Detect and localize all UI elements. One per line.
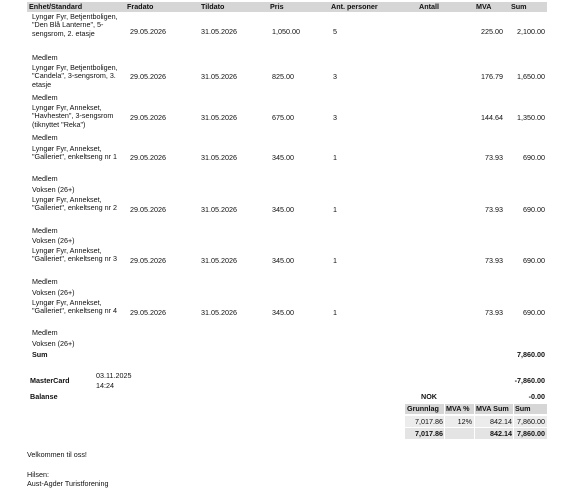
vat-divider <box>513 404 514 439</box>
row-description: Lyngør Fyr, Annekset, "Galleriet", enkeltseng nr 4 <box>32 298 118 316</box>
row-from-date: 29.05.2026 <box>130 205 166 214</box>
row-sub-member: Medlem <box>32 53 58 62</box>
row-sum: 690.00 <box>523 205 545 214</box>
row-description: Lyngør Fyr, Annekset, "Galleriet", enkeltseng nr 1 <box>32 144 118 162</box>
row-sub-member: Medlem <box>32 93 58 102</box>
row-sub-age: Voksen (26+) <box>32 236 75 245</box>
row-from-date: 29.05.2026 <box>130 27 166 36</box>
row-persons: 1 <box>333 308 337 317</box>
vat-row-sum: 7,860.00 <box>517 417 545 426</box>
row-to-date: 31.05.2026 <box>201 308 237 317</box>
row-sum: 690.00 <box>523 256 545 265</box>
vat-header-base: Grunnlag <box>407 404 439 413</box>
row-sub-age: Voksen (26+) <box>32 339 75 348</box>
col-header-persons: Ant. personer <box>331 2 378 11</box>
row-to-date: 31.05.2026 <box>201 113 237 122</box>
balance-value: -0.00 <box>528 392 545 401</box>
row-description: Lyngør Fyr, Betjentboligen, "Candela", 3-sengsrom, 3. etasje <box>32 63 118 89</box>
col-header-from: Fradato <box>127 2 154 11</box>
row-to-date: 31.05.2026 <box>201 27 237 36</box>
row-vat: 144.64 <box>481 113 503 122</box>
row-description: Lyngør Fyr, Annekset, "Galleriet", enkeltseng nr 3 <box>32 246 118 264</box>
row-to-date: 31.05.2026 <box>201 205 237 214</box>
row-vat: 73.93 <box>485 256 503 265</box>
vat-header-vat-sum: MVA Sum <box>476 404 509 413</box>
col-header-vat: MVA <box>476 2 492 11</box>
row-vat: 225.00 <box>481 27 503 36</box>
row-from-date: 29.05.2026 <box>130 72 166 81</box>
sum-value: 7,860.00 <box>517 350 545 359</box>
row-sub-member: Medlem <box>32 328 58 337</box>
row-to-date: 31.05.2026 <box>201 72 237 81</box>
row-vat: 73.93 <box>485 308 503 317</box>
row-sub-member: Medlem <box>32 174 58 183</box>
vat-row-rate: 12% <box>457 417 472 426</box>
row-from-date: 29.05.2026 <box>130 308 166 317</box>
vat-total-sum: 7,860.00 <box>517 429 545 438</box>
col-header-price: Pris <box>270 2 284 11</box>
vat-header-rate: MVA % <box>446 404 470 413</box>
row-persons: 1 <box>333 153 337 162</box>
row-from-date: 29.05.2026 <box>130 113 166 122</box>
vat-divider <box>444 404 445 439</box>
row-to-date: 31.05.2026 <box>201 256 237 265</box>
table-header-bar <box>27 2 547 12</box>
col-header-count: Antall <box>419 2 439 11</box>
payment-amount: -7,860.00 <box>514 376 545 385</box>
vat-divider <box>474 404 475 439</box>
organization-name: Aust-Agder Turistforening <box>27 479 109 488</box>
row-persons: 3 <box>333 72 337 81</box>
row-sub-member: Medlem <box>32 133 58 142</box>
vat-row-vat-sum: 842.14 <box>490 417 512 426</box>
sum-label: Sum <box>32 350 48 359</box>
row-description: Lyngør Fyr, Annekset, "Havhesten", 3-sengsrom (tiknyttet "Reka") <box>32 103 114 129</box>
row-sum: 1,650.00 <box>517 72 545 81</box>
row-to-date: 31.05.2026 <box>201 153 237 162</box>
row-description: Lyngør Fyr, Annekset, "Galleriet", enkeltseng nr 2 <box>32 195 118 213</box>
row-vat: 73.93 <box>485 153 503 162</box>
row-description: Lyngør Fyr, Betjentboligen, "Den Blå Lanterne", 5-sengsrom, 2. etasje <box>32 12 118 38</box>
vat-total-vat-sum: 842.14 <box>490 429 512 438</box>
vat-total-base: 7,017.86 <box>415 429 443 438</box>
row-sub-member: Medlem <box>32 277 58 286</box>
row-sum: 690.00 <box>523 153 545 162</box>
row-vat: 176.79 <box>481 72 503 81</box>
payment-method: MasterCard <box>30 376 70 385</box>
row-sum: 1,350.00 <box>517 113 545 122</box>
row-from-date: 29.05.2026 <box>130 256 166 265</box>
row-sum: 2,100.00 <box>517 27 545 36</box>
greeting-text: Hilsen: <box>27 470 49 479</box>
row-price: 345.00 <box>272 256 294 265</box>
row-persons: 1 <box>333 256 337 265</box>
row-sub-age: Voksen (26+) <box>32 288 75 297</box>
row-sub-age: Voksen (26+) <box>32 185 75 194</box>
row-price: 825.00 <box>272 72 294 81</box>
currency-label: NOK <box>421 392 437 401</box>
row-sum: 690.00 <box>523 308 545 317</box>
row-price: 345.00 <box>272 205 294 214</box>
row-persons: 5 <box>333 27 337 36</box>
col-header-sum: Sum <box>511 2 527 11</box>
row-persons: 3 <box>333 113 337 122</box>
row-price: 345.00 <box>272 308 294 317</box>
welcome-text: Velkommen til oss! <box>27 450 87 459</box>
row-persons: 1 <box>333 205 337 214</box>
payment-time: 14:24 <box>96 381 114 390</box>
row-price: 675.00 <box>272 113 294 122</box>
row-vat: 73.93 <box>485 205 503 214</box>
col-header-to: Tildato <box>201 2 225 11</box>
row-from-date: 29.05.2026 <box>130 153 166 162</box>
row-price: 1,050.00 <box>272 27 300 36</box>
row-price: 345.00 <box>272 153 294 162</box>
vat-header-sum: Sum <box>515 404 531 413</box>
payment-date: 03.11.2025 <box>96 371 132 380</box>
row-sub-member: Medlem <box>32 226 58 235</box>
col-header-unit: Enhet/Standard <box>29 2 83 11</box>
vat-row-base: 7,017.86 <box>415 417 443 426</box>
balance-label: Balanse <box>30 392 58 401</box>
